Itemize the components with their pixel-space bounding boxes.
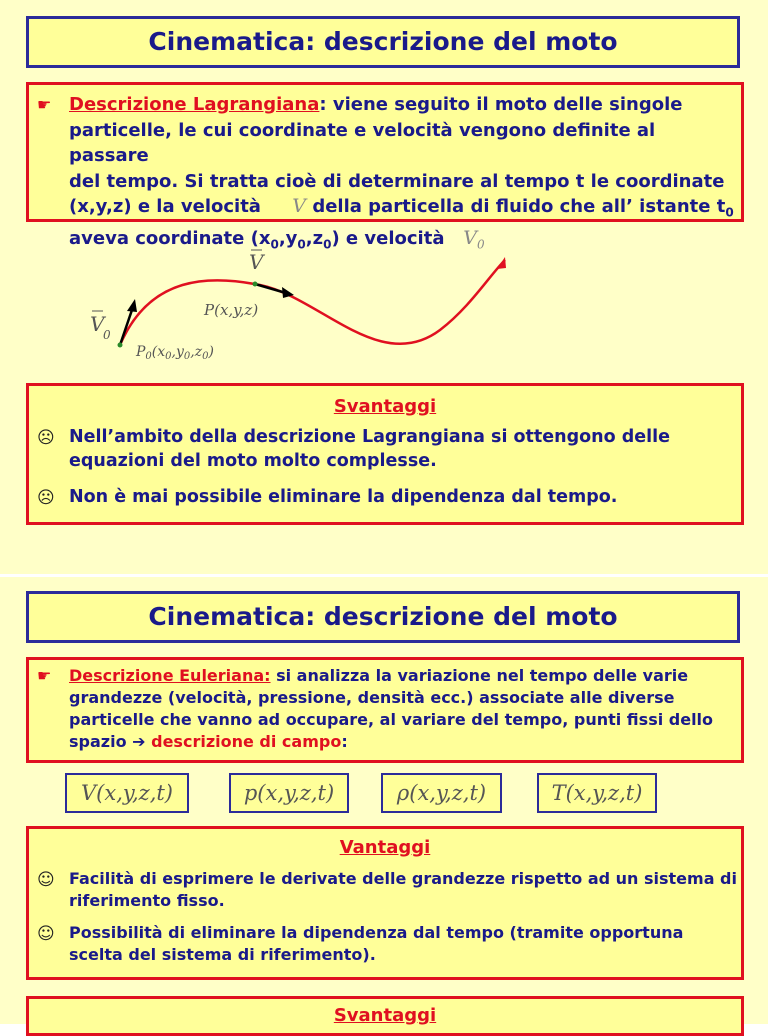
advantage-text: Facilità di esprimere le derivate delle grandezze rispetto ad un sistema di riferimento fisso. [69, 869, 737, 910]
initial-velocity-subscript: 0 [477, 237, 485, 252]
disadvantages-box-2 [26, 996, 744, 1036]
lagrangian-text-5a: aveva coordinate (x [69, 228, 271, 250]
initial-velocity-label-sub: 0 [103, 328, 111, 342]
velocity-label: V [249, 250, 264, 274]
lagrangian-text-5b: ,y [278, 228, 298, 250]
velocity-formula-text: V(x,y,z,t) [81, 781, 173, 805]
point-label: P(x,y,z) [204, 301, 259, 319]
sad-face-icon: ☹ [37, 428, 55, 448]
density-field-formula [381, 773, 502, 813]
velocity-symbol: V [292, 195, 307, 217]
field-description-text: descrizione di campo [151, 732, 342, 751]
smiley-face-icon: ☺ [37, 924, 55, 944]
disadvantage-item [29, 425, 741, 473]
slide-title: Cinematica: descrizione del moto [148, 602, 618, 631]
advantage-item [29, 868, 741, 912]
advantages-title: Vantaggi [339, 837, 431, 858]
velocity-vector [255, 284, 286, 293]
lagrangian-text-4a: (x,y,z) e la velocità [69, 196, 261, 217]
lagrangian-text-4b: della particella di fluido che all’ istante t [312, 196, 726, 217]
y0-subscript: 0 [297, 237, 306, 252]
velocity-field-formula [65, 773, 189, 813]
lagrangian-label: Descrizione Lagrangiana [69, 94, 320, 115]
eulerian-text: si analizza la variazione nel tempo delle varie grandezze (velocità, pressione, densità ecc.) associate alle diverse particelle che vanno ad occupare, al variare del tempo, punti fissi dello spazio [69, 666, 714, 751]
lagrangian-text-2: particelle, le cui coordinate e velocità vengono definite al passare [69, 119, 656, 166]
pointing-hand-icon: ☛ [37, 95, 52, 114]
initial-point-label: $P_0(x_0,y_0,z_0)$ [136, 344, 214, 362]
advantage-text: Possibilità di eliminare la dipendenza dal tempo (tramite opportuna scelta del sistema di riferimento). [69, 923, 684, 964]
disadvantages-title: Svantaggi [333, 396, 437, 417]
density-formula-text: ρ(x,y,z,t) [396, 781, 487, 805]
initial-point-marker [118, 343, 123, 348]
advantage-item [29, 922, 741, 966]
initial-velocity-symbol: V [463, 227, 478, 250]
eulerian-description-box [26, 657, 744, 763]
sad-face-icon: ☹ [37, 488, 55, 508]
slide-title-box [26, 16, 740, 68]
t0-subscript: 0 [725, 205, 734, 220]
disadvantages-title-2: Svantaggi [333, 1005, 437, 1026]
advantages-box [26, 826, 744, 980]
disadvantage-text: Non è mai possibile eliminare la dipendenza dal tempo. [69, 487, 618, 507]
lagrangian-text-5c: ,z [305, 228, 324, 250]
disadvantage-text: Nell’ambito della descrizione Lagrangiana si ottengono delle equazioni del moto molto complesse. [69, 427, 670, 471]
trajectory-diagram [0, 235, 768, 375]
temperature-field-formula [537, 773, 657, 813]
trajectory-arrowhead [497, 257, 506, 269]
lagrangian-text-3: del tempo. Si tratta cioè di determinare al tempo t le coordinate [69, 170, 725, 192]
initial-velocity-arrowhead [127, 299, 137, 312]
z0-subscript: 0 [323, 237, 332, 252]
slide-title-box [26, 591, 740, 643]
arrow-right-icon: ➔ [132, 732, 146, 751]
pressure-field-formula [229, 773, 349, 813]
point-marker [253, 282, 258, 287]
lagrangian-paragraph [29, 92, 741, 258]
smiley-face-icon: ☺ [37, 870, 55, 890]
trajectory-curve [120, 260, 505, 345]
pointing-hand-icon: ☛ [37, 666, 52, 685]
initial-velocity-label: V [90, 312, 105, 336]
pressure-formula-text: p(x,y,z,t) [243, 781, 335, 805]
disadvantages-box [26, 383, 744, 525]
colon-text: : [341, 732, 348, 751]
x0-subscript: 0 [270, 237, 279, 252]
lagrangian-text-5d: ) e velocità [331, 228, 445, 250]
disadvantage-item [29, 485, 741, 509]
lagrangian-text-1: : viene seguito il moto delle singole [319, 94, 683, 115]
lagrangian-description-box [26, 82, 744, 252]
temperature-formula-text: T(x,y,z,t) [551, 781, 643, 805]
eulerian-paragraph [29, 665, 741, 753]
eulerian-label: Descrizione Euleriana: [69, 666, 271, 685]
slide-title: Cinematica: descrizione del moto [148, 27, 618, 56]
